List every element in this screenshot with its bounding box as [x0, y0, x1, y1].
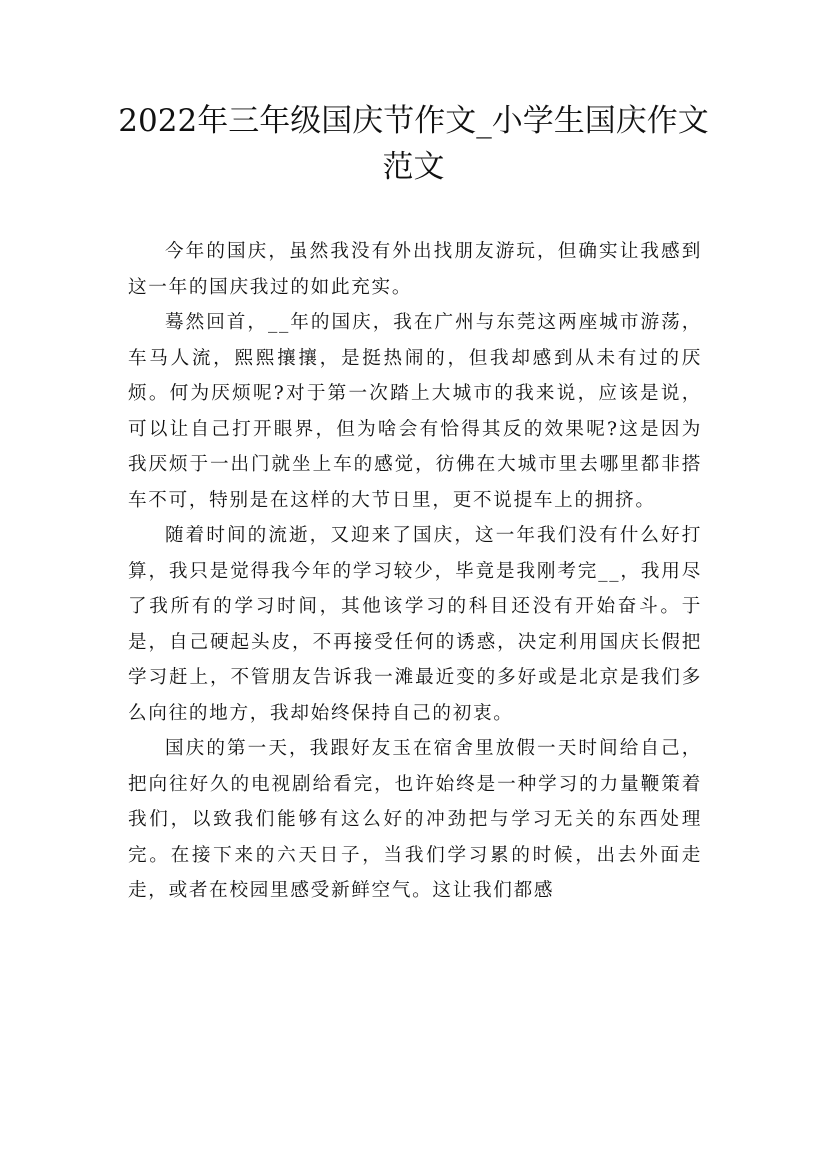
paragraph-4: 国庆的第一天，我跟好友玉在宿舍里放假一天时间给自己，把向往好久的电视剧给看完，也许始终是一种学习的力量鞭策着我们，以致我们能够有这么好的冲劲把与学习无关的东西处理完。在接下来的六天日子，当我们学习累的时候，出去外面走走，或者在校园里感受新鲜空气。这让我们都感: [128, 738, 702, 901]
paragraph-2: 蓦然回首，__年的国庆，我在广州与东莞这两座城市游荡，车马人流，熙熙攘攘，是挺热闹的，但我却感到从未有过的厌烦。何为厌烦呢?对于第一次踏上大城市的我来说，应该是说，可以让自己打开眼界，但为啥会有恰得其反的效果呢?这是因为我厌烦于一出门就坐上车的感觉，彷佛在大城市里去哪里都非搭车不可，特别是在这样的大节日里，更不说提车上的拥挤。: [128, 312, 702, 511]
title-line-2: 范文: [382, 149, 445, 185]
paragraph-1: 今年的国庆，虽然我没有外出找朋友游玩，但确实让我感到这一年的国庆我过的如此充实。: [128, 241, 702, 298]
paragraph-3: 随着时间的流逝，又迎来了国庆，这一年我们没有什么好打算，我只是觉得我今年的学习较少，毕竟是我刚考完__，我用尽了我所有的学习时间，其他该学习的科目还没有开始奋斗。于是，自己硬起头皮，不再接受任何的诱惑，决定利用国庆长假把学习赶上，不管朋友告诉我一滩最近变的多好或是北京是我们多么向往的地方，我却始终保持自己的初衷。: [128, 525, 702, 724]
document-body: [128, 234, 702, 909]
document-title: [100, 98, 727, 190]
title-line-1: 2022年三年级国庆节作文_小学生国庆作文: [118, 103, 709, 139]
